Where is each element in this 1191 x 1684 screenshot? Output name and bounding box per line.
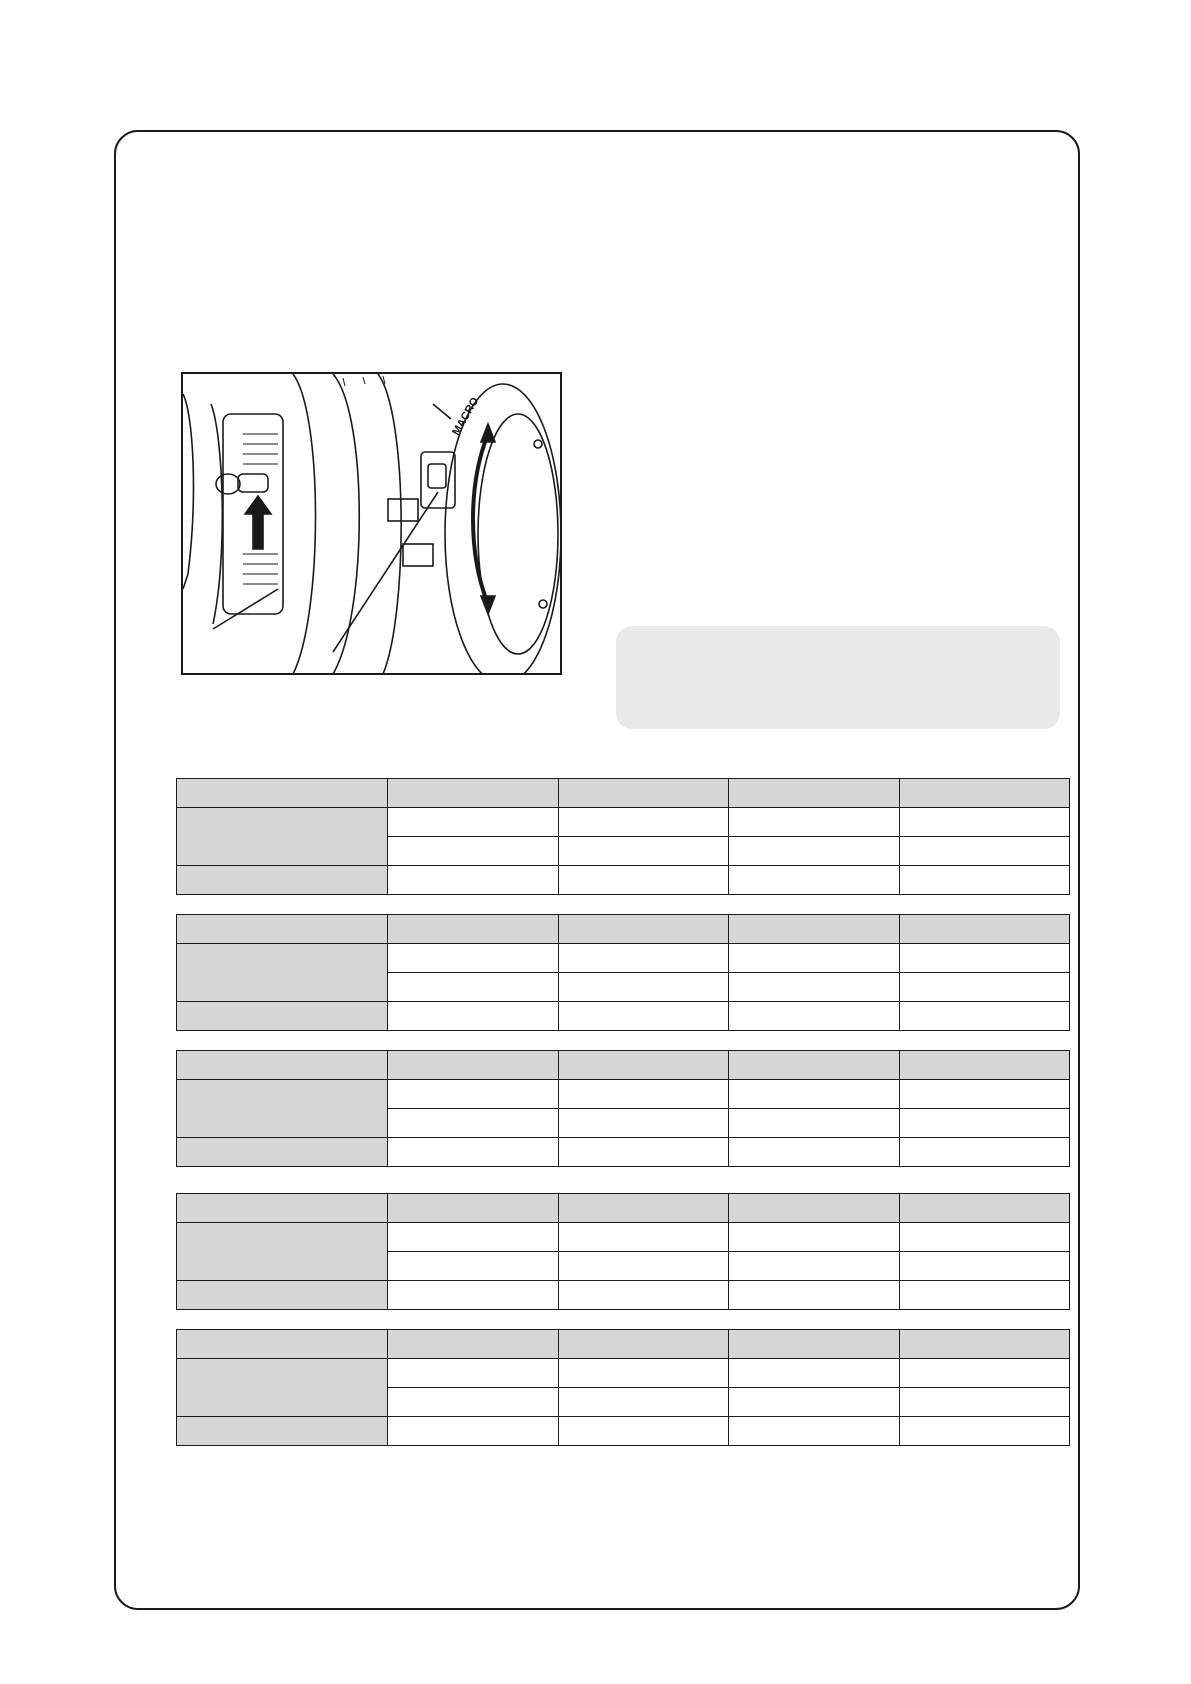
table-header-row (177, 1330, 1070, 1359)
spec-table-5 (176, 1329, 1070, 1446)
table-row (177, 1417, 1070, 1446)
spec-table-1 (176, 778, 1070, 895)
table-row (177, 944, 1070, 973)
table-row (177, 1359, 1070, 1388)
table-row (177, 1223, 1070, 1252)
note-box (616, 626, 1060, 729)
table-header-row (177, 1051, 1070, 1080)
table-row (177, 1002, 1070, 1031)
table-header-row (177, 779, 1070, 808)
spec-table-4 (176, 1193, 1070, 1310)
table-row (177, 808, 1070, 837)
macro-label: MACRO (450, 395, 482, 438)
table-header-row (177, 1194, 1070, 1223)
table-row (177, 1080, 1070, 1109)
table-row (177, 866, 1070, 895)
table-row (177, 1138, 1070, 1167)
table-row (177, 1281, 1070, 1310)
table-header-row (177, 915, 1070, 944)
lens-macro-illustration (181, 372, 562, 675)
spec-table-3 (176, 1050, 1070, 1167)
spec-table-2 (176, 914, 1070, 1031)
